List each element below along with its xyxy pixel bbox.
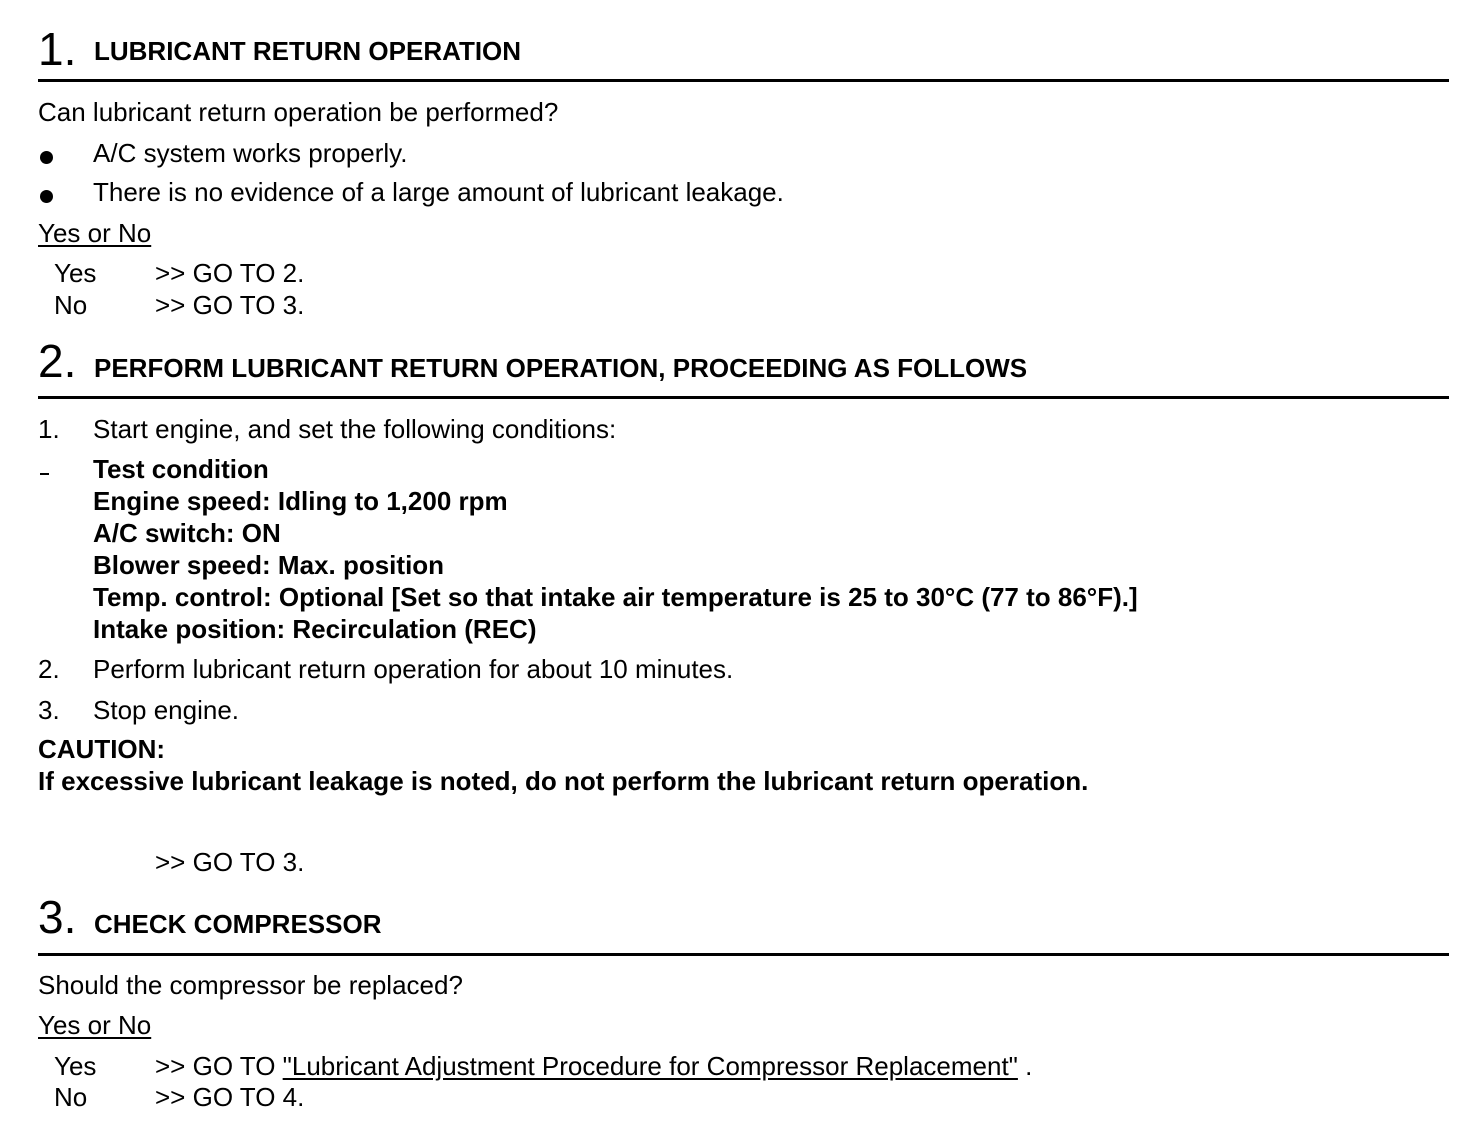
condition-ac-switch: A/C switch: ON [93,518,281,548]
dash-icon [40,473,49,475]
condition-heading: Test condition [93,454,269,484]
step-3-title: CHECK COMPRESSOR [94,909,382,939]
step-2-item-text: Start engine, and set the following conditions: [93,414,617,444]
condition-intake-position: Intake position: Recirculation (REC) [93,614,537,644]
step-3-yes-label: Yes [54,1051,97,1081]
lubricant-adjustment-link[interactable]: "Lubricant Adjustment Procedure for Compressor Replacement" [282,1051,1018,1081]
step-2-title: PERFORM LUBRICANT RETURN OPERATION, PROCEEDING AS FOLLOWS [94,353,1028,383]
step-1-question: Can lubricant return operation be performed? [38,97,559,127]
step-1-number: 1. [38,23,77,75]
step-1-bullet-1: A/C system works properly. [93,138,408,168]
step-2-goto: >> GO TO 3. [155,847,305,877]
step-3-no-action: >> GO TO 4. [155,1082,305,1112]
step-2-item-number: 1. [38,414,60,444]
step-2-item-number: 2. [38,654,60,684]
condition-blower-speed: Blower speed: Max. position [93,550,445,580]
service-manual-page [38,0,1449,1144]
yes-action-prefix: >> GO TO [155,1051,283,1081]
caution-text: If excessive lubricant leakage is noted, do not perform the lubricant return operation. [38,766,1089,796]
condition-temp-control: Temp. control: Optional [Set so that intake air temperature is 25 to 30°C (77 to 86°F).] [93,582,1138,612]
step-2-item-number: 3. [38,695,60,725]
step-1-no-label: No [54,290,88,320]
condition-engine-speed: Engine speed: Idling to 1,200 rpm [93,486,508,516]
step-3-divider [38,953,1449,956]
step-2-number: 2. [38,335,77,387]
caution-label: CAUTION: [38,734,166,764]
step-1-bullet-2: There is no evidence of a large amount of lubricant leakage. [93,177,784,207]
step-3-number: 3. [38,891,77,943]
step-2-item-text: Stop engine. [93,695,240,725]
step-1-title: LUBRICANT RETURN OPERATION [94,36,522,66]
step-2-item-text: Perform lubricant return operation for about 10 minutes. [93,654,734,684]
step-3-no-label: No [54,1082,88,1112]
step-1-yes-label: Yes [54,258,97,288]
step-2-divider [38,396,1449,399]
step-3-yes-action [155,1051,1032,1081]
bullet-icon [40,190,53,203]
step-3-yes-or-no: Yes or No [38,1010,152,1040]
step-1-divider [38,79,1449,82]
bullet-icon [40,151,53,164]
yes-action-suffix: . [1017,1051,1033,1081]
step-1-yes-action: >> GO TO 2. [155,258,305,288]
step-1-yes-or-no: Yes or No [38,218,152,248]
step-3-question: Should the compressor be replaced? [38,970,463,1000]
step-1-no-action: >> GO TO 3. [155,290,305,320]
